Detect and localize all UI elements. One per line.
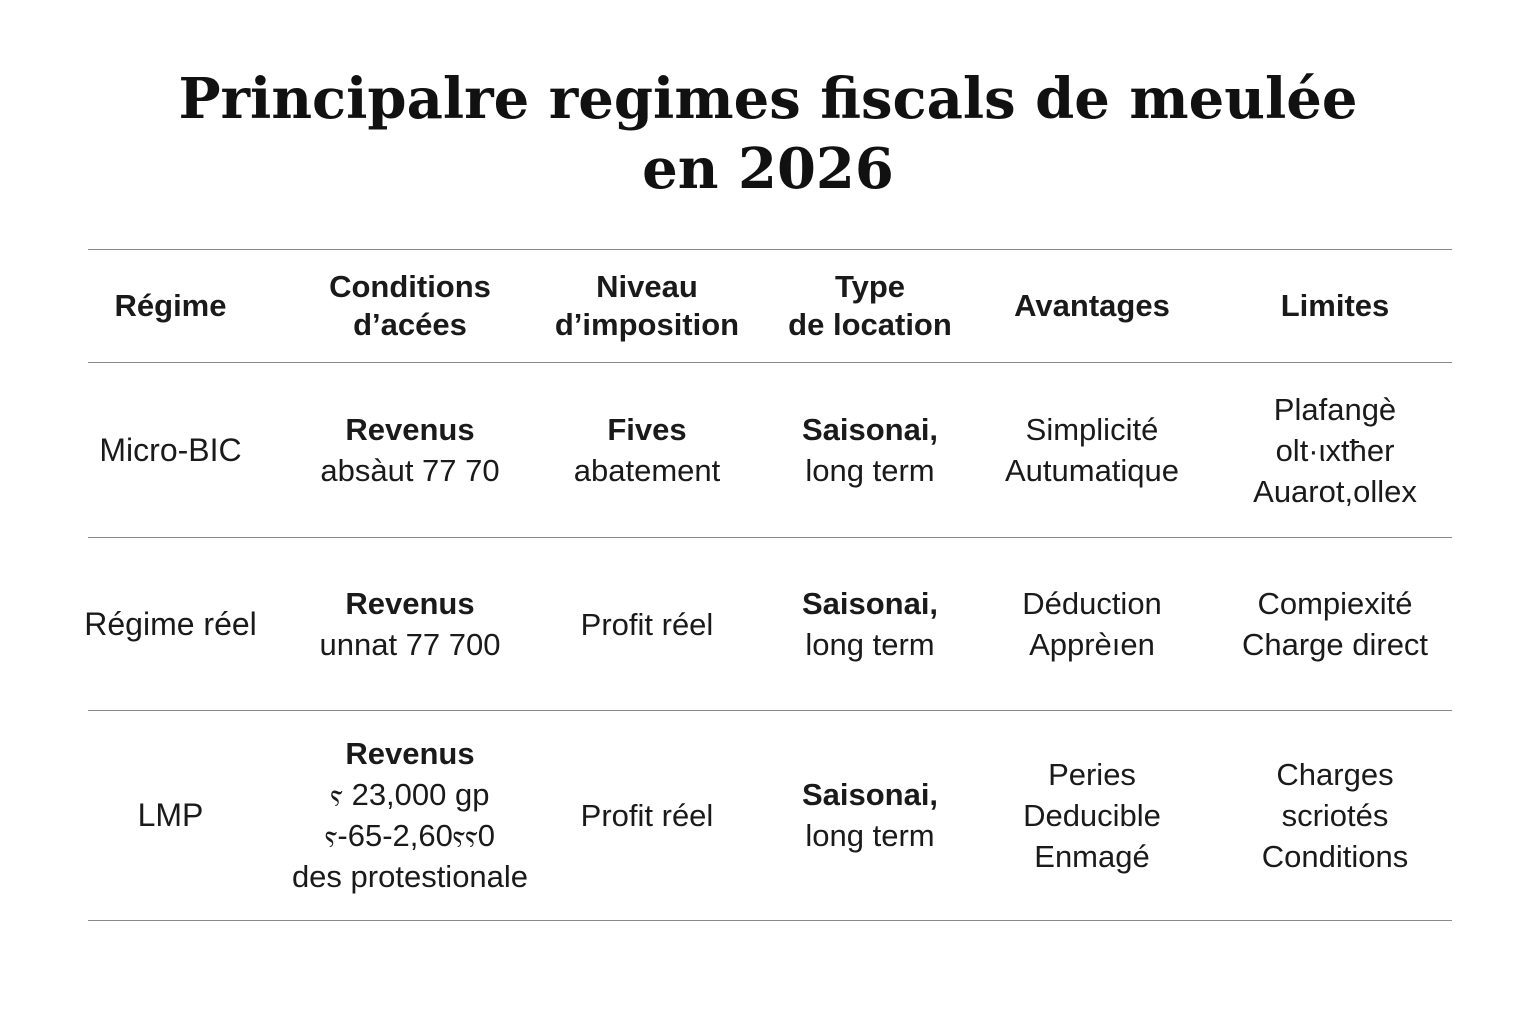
cell-location: Saisonai, long term: [801, 586, 939, 662]
cell-avantages: Peries Deducible Enmagé: [1023, 756, 1161, 874]
header-limites: Limites: [1280, 288, 1390, 323]
cell-regime: Régime réel: [84, 605, 257, 642]
header-location: Type de location: [788, 269, 952, 342]
cell-limites: Compiexité Charge direct: [1241, 586, 1429, 662]
header-imposition: Niveau d’imposition: [554, 269, 740, 342]
table-header-row: [88, 252, 1452, 360]
cell-imposition: Fives abatement: [573, 412, 721, 488]
cell-conditions: Revenus unnat 77 700: [319, 586, 501, 662]
header-regime: Régime: [114, 288, 227, 323]
header-avantages: Avantages: [1014, 288, 1170, 323]
cell-regime: LMP: [137, 796, 204, 833]
cell-imposition: Profit réel: [580, 797, 714, 833]
cell-conditions: Revenus ⲋ 23,000 gp ⲋ-65-2,60ⲋⲋ0 des protestionale: [291, 736, 529, 894]
table-row: [88, 364, 1452, 536]
table-bottom-rule: [88, 920, 1452, 921]
cell-location: Saisonai, long term: [801, 412, 939, 488]
title-line-1: Principalre regimes fiscals de meulée: [178, 66, 1358, 132]
header-conditions: Conditions d’acées: [329, 269, 491, 342]
table-top-rule: [88, 249, 1452, 250]
cell-avantages: Déduction Apprèıen: [1022, 586, 1162, 662]
table-row: [88, 712, 1452, 918]
cell-regime: Micro-BIC: [99, 431, 242, 468]
cell-limites: Charges scriotés Conditions: [1261, 756, 1409, 874]
table-row: [84, 539, 1452, 709]
cell-conditions: Revenus absàut 77 70: [320, 412, 500, 488]
cell-limites: Plafangè olt·ιxtħer Auarot,ollex: [1253, 391, 1417, 509]
cell-location: Saisonai, long term: [801, 777, 939, 853]
header-bottom-rule: [88, 362, 1452, 363]
row-divider: [88, 710, 1452, 711]
cell-imposition: Profit réel: [580, 606, 714, 642]
page-title: [0, 64, 1536, 204]
title-line-2: en 2026: [642, 136, 894, 202]
row-divider: [88, 537, 1452, 538]
cell-avantages: Simplicité Autumatique: [1004, 412, 1180, 488]
